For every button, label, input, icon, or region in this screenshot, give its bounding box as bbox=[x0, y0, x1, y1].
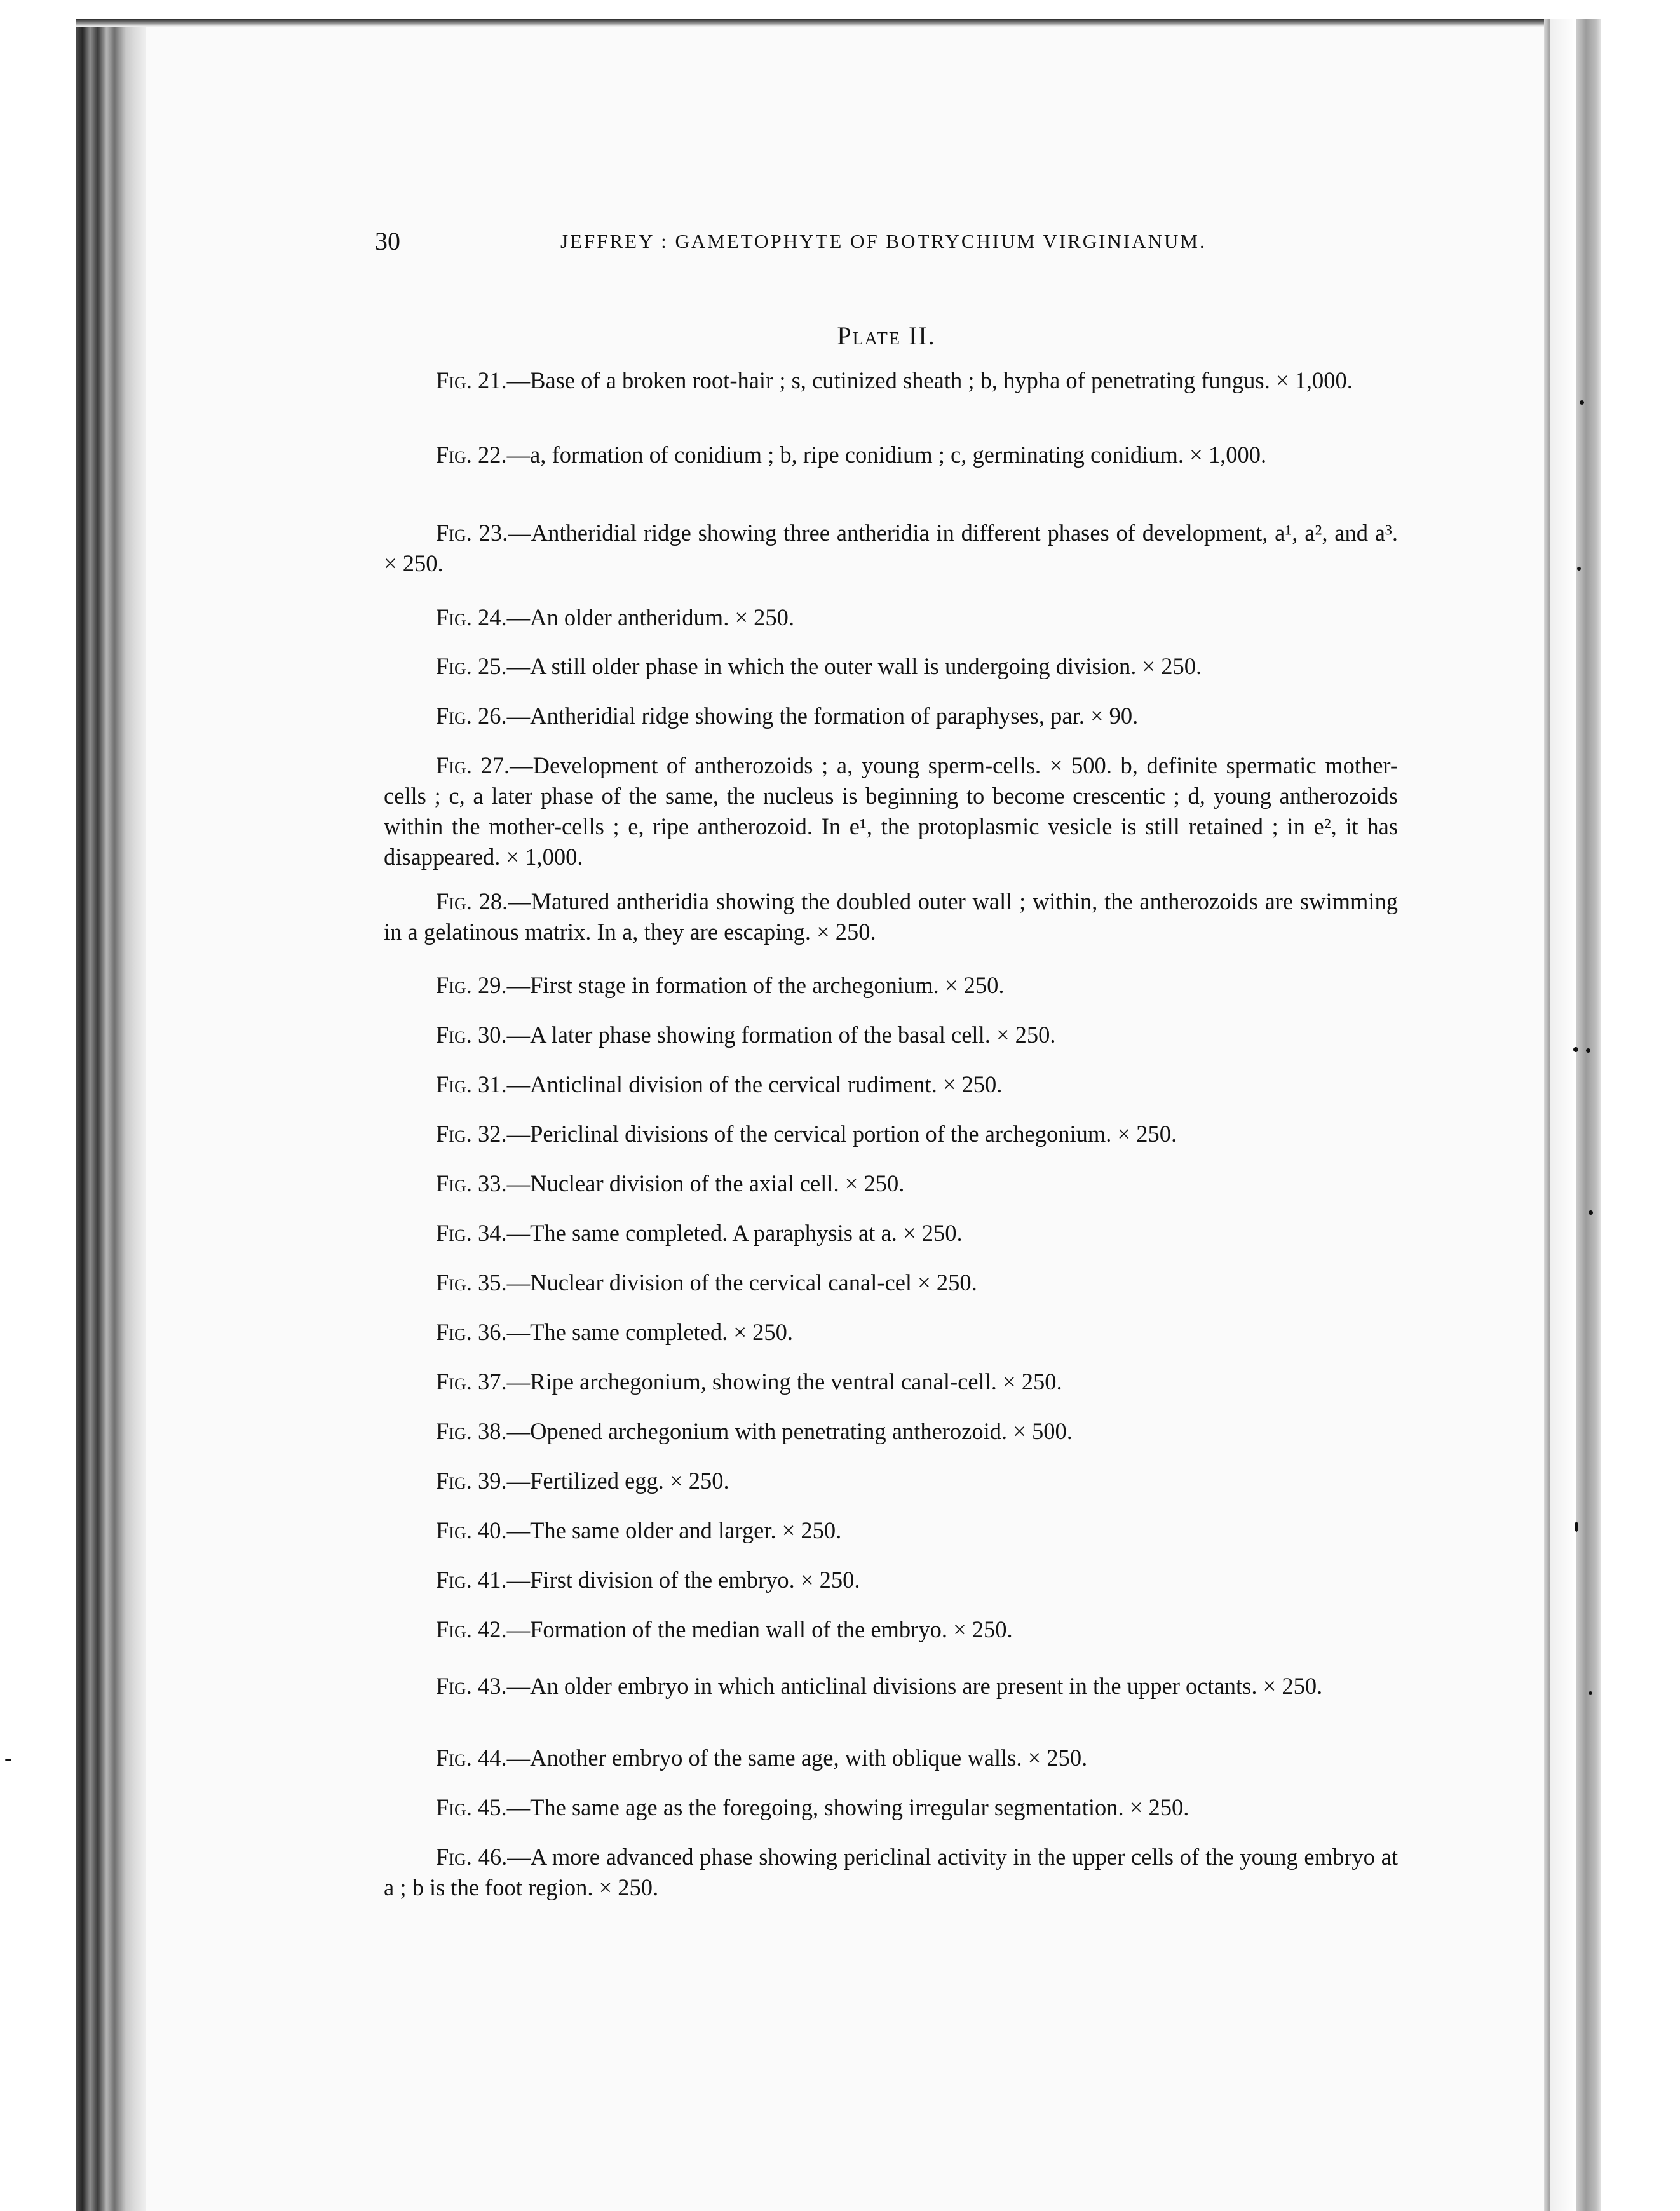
figure-label: Fig. bbox=[436, 520, 472, 546]
figure-description: —First stage in formation of the archegonium. × 250. bbox=[506, 972, 1005, 998]
margin-speck bbox=[1589, 1691, 1592, 1695]
figure-label: Fig. bbox=[436, 1844, 472, 1870]
figure-label: Fig. bbox=[436, 1567, 472, 1593]
margin-speck bbox=[1577, 567, 1581, 571]
figure-caption bbox=[384, 1268, 1398, 1298]
figure-caption bbox=[384, 1218, 1398, 1248]
figure-number: 41. bbox=[471, 1567, 507, 1593]
figure-label: Fig. bbox=[436, 1794, 472, 1820]
figure-label: Fig. bbox=[436, 1616, 472, 1642]
figure-description: —The same completed. A paraphysis at a. × 250. bbox=[506, 1220, 963, 1246]
figure-caption bbox=[384, 1168, 1398, 1199]
figure-number: 35. bbox=[471, 1269, 507, 1295]
figure-description: —Nuclear division of the cervical canal-cel × 250. bbox=[506, 1269, 977, 1295]
figure-label: Fig. bbox=[436, 1745, 472, 1771]
page-top-edge bbox=[76, 19, 1557, 27]
figure-number: 38. bbox=[471, 1418, 507, 1444]
figure-label: Fig. bbox=[436, 604, 472, 630]
figure-caption bbox=[384, 651, 1398, 682]
figure-description: —The same age as the foregoing, showing irregular segmentation. × 250. bbox=[506, 1794, 1189, 1820]
figure-number: 37. bbox=[471, 1369, 507, 1395]
figure-description: —Antheridial ridge showing the formation of paraphyses, par. × 90. bbox=[506, 703, 1139, 729]
figure-label: Fig. bbox=[436, 888, 472, 914]
figure-description: —An older embryo in which anticlinal divisions are present in the upper octants. × 250. bbox=[506, 1673, 1323, 1699]
figure-caption bbox=[384, 750, 1398, 872]
figure-caption bbox=[384, 1671, 1398, 1701]
figure-label: Fig. bbox=[436, 752, 472, 778]
figure-number: 21. bbox=[471, 367, 507, 393]
figure-description: —Matured antheridia showing the doubled outer wall ; within, the antherozoids are swimming in a gelatinous matrix. In a, they are escaping. × 250. bbox=[384, 888, 1399, 945]
page-right-edge bbox=[1544, 19, 1550, 2211]
figure-description: —The same completed. × 250. bbox=[506, 1319, 793, 1345]
figure-number: 42. bbox=[471, 1616, 507, 1642]
figure-description: —Anticlinal division of the cervical rudiment. × 250. bbox=[506, 1071, 1003, 1097]
figure-number: 29. bbox=[471, 972, 507, 998]
figure-description: —The same older and larger. × 250. bbox=[506, 1517, 842, 1543]
figure-label: Fig. bbox=[436, 367, 472, 393]
figure-number: 31. bbox=[471, 1071, 507, 1097]
figure-caption bbox=[384, 886, 1398, 947]
figure-label: Fig. bbox=[436, 653, 472, 679]
running-header bbox=[375, 227, 1372, 266]
figure-caption bbox=[384, 1069, 1398, 1100]
figure-number: 46. bbox=[471, 1844, 508, 1870]
figure-number: 44. bbox=[471, 1745, 507, 1771]
figure-label: Fig. bbox=[436, 1121, 472, 1147]
figure-number: 28. bbox=[471, 888, 508, 914]
figure-caption bbox=[384, 1317, 1398, 1348]
page-binding-edge bbox=[76, 19, 146, 2211]
figure-number: 23. bbox=[471, 520, 508, 546]
figure-label: Fig. bbox=[436, 1170, 472, 1196]
margin-speck bbox=[1573, 1047, 1578, 1052]
figure-description: —A more advanced phase showing periclinal activity in the upper cells of the young embryo at a ; b is the foot region. × 250. bbox=[384, 1844, 1398, 1900]
figure-caption bbox=[384, 365, 1398, 396]
figure-label: Fig. bbox=[436, 1022, 472, 1048]
figure-description: —Development of antherozoids ; a, young sperm-cells. × 500. b, definite spermatic mother-cells ; c, a later phase of the same, the nucleus is beginning to become crescentic ; d, young antherozoids within the mother-cells ; e, ripe antherozoid. In e¹, the protoplasmic vesicle is still retained ; in e², it has disappeared. × 1,000. bbox=[384, 752, 1399, 870]
figure-label: Fig. bbox=[436, 1269, 472, 1295]
figure-number: 25. bbox=[471, 653, 507, 679]
margin-speck bbox=[1586, 1048, 1590, 1053]
figure-label: Fig. bbox=[436, 703, 472, 729]
margin-speck bbox=[5, 1759, 11, 1761]
figure-label: Fig. bbox=[436, 1220, 472, 1246]
figure-caption bbox=[384, 970, 1398, 1001]
figure-number: 43. bbox=[471, 1673, 507, 1699]
figure-caption bbox=[384, 1792, 1398, 1823]
figure-number: 26. bbox=[471, 703, 507, 729]
figure-number: 34. bbox=[471, 1220, 507, 1246]
plate-title: Plate II. bbox=[837, 321, 936, 350]
figure-number: 40. bbox=[471, 1517, 507, 1543]
figure-caption bbox=[384, 1515, 1398, 1546]
figure-caption bbox=[384, 1020, 1398, 1050]
figure-caption bbox=[384, 1743, 1398, 1773]
figure-number: 22. bbox=[471, 442, 507, 468]
page-number: 30 bbox=[375, 227, 400, 255]
figure-description: —A later phase showing formation of the basal cell. × 250. bbox=[506, 1022, 1056, 1048]
figure-description: —An older antheridum. × 250. bbox=[506, 604, 795, 630]
figure-number: 45. bbox=[471, 1794, 507, 1820]
figure-description: —Antheridial ridge showing three antheridia in different phases of development, a¹, a², and a³. × 250. bbox=[384, 520, 1399, 576]
margin-speck bbox=[1575, 1522, 1578, 1532]
figure-label: Fig. bbox=[436, 1369, 472, 1395]
figure-number: 30. bbox=[471, 1022, 507, 1048]
figure-label: Fig. bbox=[436, 1517, 472, 1543]
figure-description: —A still older phase in which the outer wall is undergoing division. × 250. bbox=[506, 653, 1202, 679]
figure-number: 36. bbox=[471, 1319, 507, 1345]
figure-caption bbox=[384, 1367, 1398, 1397]
figure-label: Fig. bbox=[436, 1673, 472, 1699]
figure-caption bbox=[384, 1842, 1398, 1903]
figure-caption bbox=[384, 1119, 1398, 1149]
figure-label: Fig. bbox=[436, 1319, 472, 1345]
figure-caption bbox=[384, 1416, 1398, 1447]
figure-caption bbox=[384, 1614, 1398, 1645]
figure-caption bbox=[384, 701, 1398, 731]
page-right-margin bbox=[1550, 19, 1576, 2211]
figure-caption bbox=[384, 440, 1398, 470]
running-head-title: JEFFREY : GAMETOPHYTE OF BOTRYCHIUM VIRGINIANUM. bbox=[560, 230, 1207, 252]
figure-caption bbox=[384, 518, 1398, 579]
figure-caption bbox=[384, 602, 1398, 633]
figure-description: —Fertilized egg. × 250. bbox=[506, 1468, 729, 1494]
figure-description: —Periclinal divisions of the cervical portion of the archegonium. × 250. bbox=[506, 1121, 1177, 1147]
figure-number: 27. bbox=[471, 752, 510, 778]
next-leaf-edge bbox=[1576, 19, 1601, 2211]
figure-description: —Base of a broken root-hair ; s, cutinized sheath ; b, hypha of penetrating fungus. × 1,000. bbox=[506, 367, 1353, 393]
figure-description: —Another embryo of the same age, with oblique walls. × 250. bbox=[506, 1745, 1088, 1771]
figure-description: —Ripe archegonium, showing the ventral canal-cell. × 250. bbox=[506, 1369, 1062, 1395]
figure-number: 39. bbox=[471, 1468, 507, 1494]
figure-label: Fig. bbox=[436, 1468, 472, 1494]
figure-caption bbox=[384, 1466, 1398, 1496]
margin-speck bbox=[1589, 1210, 1593, 1215]
margin-speck bbox=[1580, 400, 1584, 405]
figure-description: —First division of the embryo. × 250. bbox=[506, 1567, 860, 1593]
figure-label: Fig. bbox=[436, 442, 472, 468]
figure-label: Fig. bbox=[436, 1071, 472, 1097]
figure-number: 33. bbox=[471, 1170, 507, 1196]
figure-description: —Opened archegonium with penetrating antherozoid. × 500. bbox=[506, 1418, 1073, 1444]
figure-caption bbox=[384, 1565, 1398, 1595]
figure-label: Fig. bbox=[436, 972, 472, 998]
figure-label: Fig. bbox=[436, 1418, 472, 1444]
figure-description: —a, formation of conidium ; b, ripe conidium ; c, germinating conidium. × 1,000. bbox=[506, 442, 1267, 468]
figure-description: —Nuclear division of the axial cell. × 250. bbox=[506, 1170, 905, 1196]
figure-number: 24. bbox=[471, 604, 507, 630]
figure-description: —Formation of the median wall of the embryo. × 250. bbox=[506, 1616, 1013, 1642]
figure-number: 32. bbox=[471, 1121, 507, 1147]
